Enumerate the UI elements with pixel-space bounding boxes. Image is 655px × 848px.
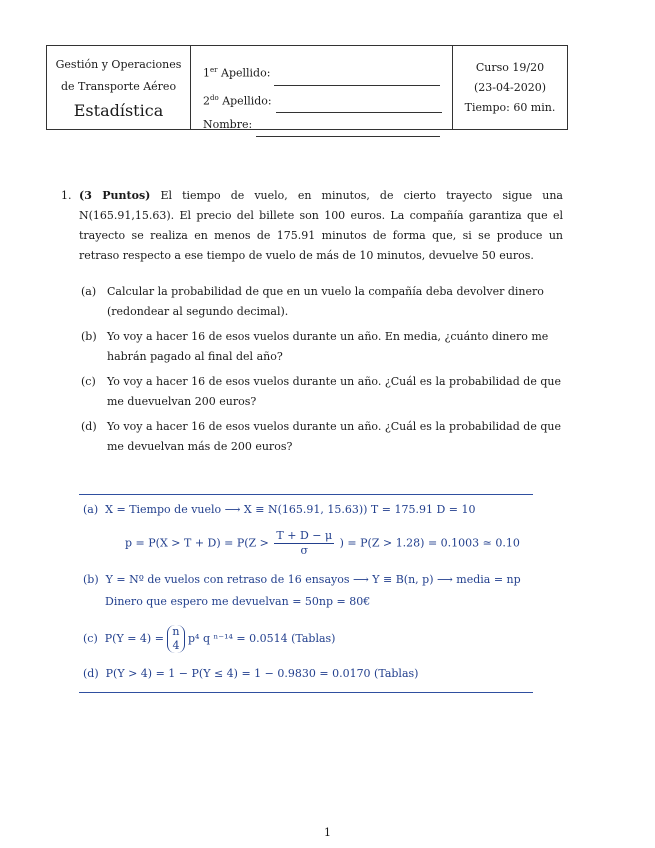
- solution-box: [79, 494, 533, 693]
- course-cell: [47, 46, 191, 129]
- solution-d-line: [83, 667, 418, 680]
- question-item: [81, 327, 563, 367]
- solution-d-text: P(Y > 4) = 1 − P(Y ≤ 4) = 1 − 0.9830 = 0.0170 (Tablas): [105, 667, 419, 680]
- course-line2: de Transporte Aéreo: [60, 80, 177, 93]
- surname1-field[interactable]: [274, 73, 440, 86]
- exam-date: (23-04-2020): [473, 81, 546, 94]
- course-year: Curso 19/20: [475, 61, 545, 74]
- solution-a-line2: [125, 529, 520, 558]
- solution-a-formula-left: p = P(X > T + D) = P(Z >: [125, 536, 269, 550]
- question-1: [61, 186, 563, 266]
- surname1-row: [203, 58, 452, 86]
- page-number: 1: [324, 826, 331, 839]
- exam-time: Tiempo: 60 min.: [464, 101, 556, 114]
- fraction-denominator: σ: [300, 544, 309, 557]
- item-text: Yo voy a hacer 16 de esos vuelos durante un año. En media, ¿cuánto dinero me habrán pagado al final del año?: [107, 330, 549, 363]
- solution-a-line1: [83, 503, 475, 516]
- question-text: El tiempo de vuelo, en minutos, de cierto trayecto sigue una N(165.91,15.63). El precio del billete son 100 euros. La compañía garantiza que el trayecto se realiza en menos de 175.91 minutos de forma que, si se produce un retraso respecto a ese tiempo de vuelo de más de 10 minutos, devuelve 50 euros.: [79, 189, 563, 262]
- name-row: [203, 113, 452, 137]
- surname1-label: 1er Apellido:: [203, 66, 271, 80]
- solution-b-line2: Dinero que espero me devuelvan = 50np = 80€: [105, 595, 371, 608]
- item-label: (c): [81, 375, 96, 388]
- surname2-field[interactable]: [276, 100, 442, 113]
- course-line1: Gestión y Operaciones: [55, 58, 182, 71]
- item-label: (a): [81, 285, 97, 298]
- solution-b-text: Y = Nº de vuelos con retraso de 16 ensayos ⟶ Y ≡ B(n, p) ⟶ media = np: [105, 573, 521, 586]
- surname2-row: [203, 86, 452, 114]
- question-number: 1.: [61, 189, 72, 202]
- solution-c-line: [83, 625, 335, 653]
- solution-a-text: X = Tiempo de vuelo ⟶ X ≡ N(165.91, 15.63)) T = 175.91 D = 10: [105, 503, 476, 516]
- question-item: [81, 372, 563, 412]
- solution-d-label: (d): [83, 667, 99, 680]
- question-points: (3 Puntos): [79, 189, 151, 202]
- binomial-coefficient: [167, 625, 184, 653]
- binom-bottom: 4: [172, 639, 180, 652]
- surname2-label: $2^{do}$ Apellido:: [203, 93, 272, 108]
- exam-header: [46, 45, 568, 130]
- name-label: Nombre:: [203, 118, 253, 132]
- question-item: [81, 282, 563, 322]
- item-label: (d): [81, 420, 97, 433]
- solution-c-left: P(Y = 4) =: [104, 632, 164, 645]
- question-statement: [79, 186, 563, 266]
- binom-top: n: [172, 625, 180, 638]
- exam-info-cell: [453, 46, 567, 129]
- solution-b-line1: [83, 573, 521, 586]
- student-info-cell: [191, 46, 453, 132]
- item-text: Yo voy a hacer 16 de esos vuelos durante un año. ¿Cuál es la probabilidad de que me duevuelvan 200 euros?: [107, 375, 561, 408]
- question-items: [81, 282, 563, 462]
- item-text: Yo voy a hacer 16 de esos vuelos durante un año. ¿Cuál es la probabilidad de que me devuelvan más de 200 euros?: [107, 420, 561, 453]
- name-field[interactable]: [256, 124, 440, 137]
- subject-title: Estadística: [73, 101, 164, 120]
- solution-a-formula-right: ) = P(Z > 1.28) = 0.1003 ≃ 0.10: [339, 536, 520, 550]
- item-label: (b): [81, 330, 97, 343]
- solution-a-fraction: [274, 529, 334, 558]
- question-item: [81, 417, 563, 457]
- solution-c-right: p⁴ q ⁿ⁻¹⁴ = 0.0514 (Tablas): [188, 632, 336, 645]
- solution-c-label: (c): [83, 632, 98, 645]
- solution-b-label: (b): [83, 573, 99, 586]
- solution-a-label: (a): [83, 503, 99, 516]
- item-text: Calcular la probabilidad de que en un vuelo la compañía deba devolver dinero (redondear al segundo decimal).: [107, 285, 544, 318]
- fraction-numerator: T + D − μ: [276, 529, 333, 542]
